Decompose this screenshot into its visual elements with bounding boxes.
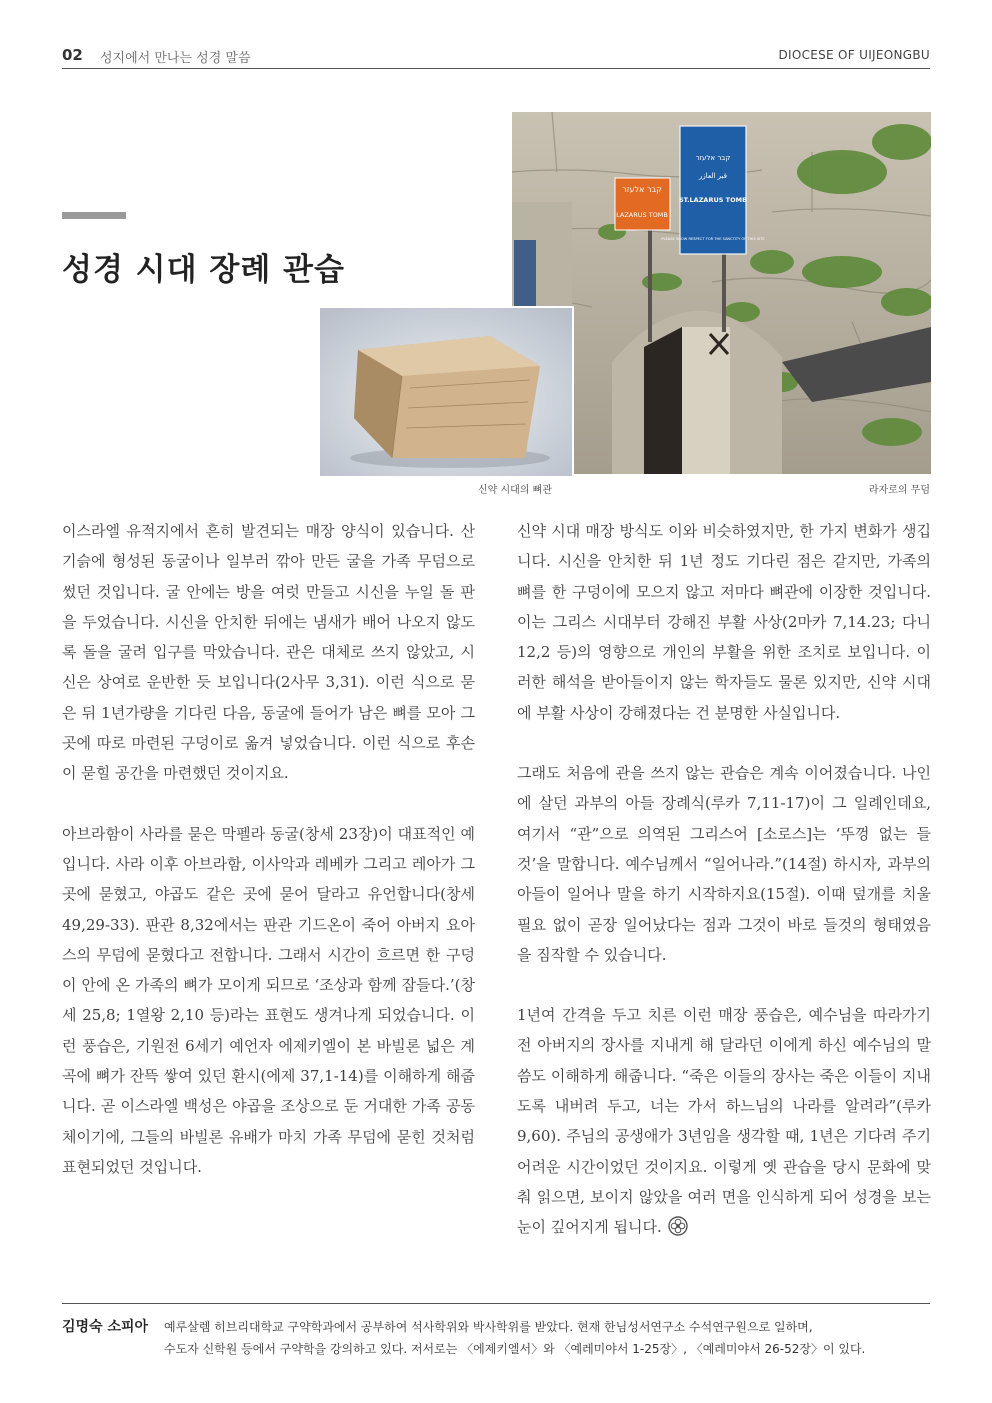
sign-notice: PLEASE SHOW RESPECT FOR THE SANCTITY OF THIS SITE xyxy=(661,237,765,241)
bio-line: 수도자 신학원 등에서 구약학을 강의하고 있다. 저서로는 〈에제키엘서〉와 〈예레미야서 1-25장〉, 〈예레미야서 26-52장〉이 있다. xyxy=(164,1342,866,1356)
paragraph: 그래도 처음에 관을 쓰지 않는 관습은 계속 이어졌습니다. 나인에 살던 과부의 아들 장례식(루카 7,11-17)이 그 일례인데요, 여기서 “관”으로 의역된 그리스어 [소로스]는 ‘뚜껑 없는 들것’을 말합니다. 예수님께서 “일어나라.”(14절) 하시자, 과부의 아들이 일어나 말을 하기 시작하지요(15절). 이때 덮개를 치울 필요 없이 곧장 일어났다는 점과 그것이 바로 들것의 형태였음을 짐작할 수 있습니다. xyxy=(517,764,931,964)
article-title: 성경 시대 장례 관습 xyxy=(62,252,345,288)
title-accent-bar xyxy=(62,212,126,219)
publisher-name: DIOCESE OF UIJEONGBU xyxy=(778,48,930,62)
footer-divider xyxy=(62,1303,930,1304)
bio-line: 예루살렘 히브리대학교 구약학과에서 공부하여 석사학위와 박사학위를 받았다. 현재 한님성서연구소 수석연구원으로 일하며, xyxy=(164,1320,813,1334)
page-header xyxy=(62,44,930,69)
small-sign-hebrew: קבר אלעזר xyxy=(622,185,662,194)
ossuary-caption: 신약 시대의 뼈관 xyxy=(478,485,552,496)
paragraph: 아브라함이 사라를 묻은 막펠라 동굴(창세 23장)이 대표적인 예입니다. 사라 이후 아브라함, 이사악과 레베카 그리고 레아가 그곳에 묻혔고, 야곱도 같은 곳에 묻어 달라고 유언합니다(창세 49,29-33). 판관 8,32에서는 판관 기드온이 죽어 아버지 요아스의 무덤에 묻혔다고 전합니다. 그래서 시간이 흐르면 한 구덩이 안에 온 가족의 뼈가 모이게 되므로 ‘조상과 함께 잠들다.’(창세 25,8; 1열왕 2,10 등)라는 표현도 생겨나게 되었습니다. 이런 풍습은, 기원전 6세기 예언자 에제키엘이 본 바빌론 넓은 계곡에 뼈가 잔뜩 쌓여 있던 환시(에제 37,1-14)를 이해하게 해줍니다. 곧 이스라엘 백성은 야곱을 조상으로 둔 거대한 가족 공동체이기에, 그들의 바빌론 유배가 마치 가족 무덤에 묻힌 것처럼 표현되었던 것입니다. xyxy=(62,824,475,1176)
tomb-caption: 라자로의 무덤 xyxy=(868,485,930,496)
section-title: 성지에서 만나는 성경 말씀 xyxy=(100,51,251,66)
author-name: 김명숙 소피아 xyxy=(62,1319,149,1335)
sign-arabic: قبر العازر xyxy=(699,172,727,180)
ossuary-photo xyxy=(318,306,574,478)
body-column-left xyxy=(62,516,475,1212)
paragraph-last xyxy=(517,1000,931,1246)
rosette-end-icon xyxy=(668,1216,688,1246)
small-sign-english: LAZARUS TOMB xyxy=(616,211,668,219)
page-number: 02 xyxy=(62,46,83,64)
body-column-right xyxy=(517,516,931,1277)
paragraph: 신약 시대 매장 방식도 이와 비슷하였지만, 한 가지 변화가 생깁니다. 시신을 안치한 뒤 1년 정도 기다린 점은 같지만, 가족의 뼈를 한 구덩이에 모으지 않고 저마다 뼈관에 이장한 것입니다. 이는 그리스 시대부터 강해진 부활 사상(2마카 7,14.23; 다니 12,2 등)의 영향으로 개인의 부활을 위한 조치로 보입니다. 이러한 해석을 받아들이지 않는 학자들도 물론 있지만, 신약 시대에 부활 사상이 강해졌다는 건 분명한 사실입니다. xyxy=(517,522,931,722)
sign-english: ST.LAZARUS TOMB xyxy=(678,196,748,204)
author-bio xyxy=(164,1316,932,1360)
paragraph: 이스라엘 유적지에서 흔히 발견되는 매장 양식이 있습니다. 산기슭에 형성된 동굴이나 일부러 깎아 만든 굴을 가족 무덤으로 썼던 것입니다. 굴 안에는 방을 여럿 만들고 시신을 누일 돌 판을 두었습니다. 시신을 안치한 뒤에는 냄새가 배어 나오지 않도록 돌을 굴려 입구를 막았습니다. 관은 대체로 쓰지 않았고, 시신은 상여로 운반한 듯 보입니다(2사무 3,31). 이런 식으로 묻은 뒤 1년가량을 기다린 다음, 동굴에 들어가 남은 뼈를 모아 그곳에 따로 마련된 구덩이로 옮겨 넣었습니다. 이런 식으로 후손이 묻힐 공간을 마련했던 것이지요. xyxy=(62,522,475,783)
paragraph-text: 1년여 간격을 두고 치른 이런 매장 풍습은, 예수님을 따라가기 전 아버지의 장사를 지내게 해 달라던 이에게 하신 예수님의 말씀도 이해하게 해줍니다. “죽은 이들의 장사는 죽은 이들이 지내도록 내버려 두고, 너는 가서 하느님의 나라를 알려라”(루카 9,60). 주님의 공생애가 3년임을 생각할 때, 1년은 기다려 주기 어려운 시간이었던 것이지요. 이렇게 옛 관습을 당시 문화에 맞춰 읽으면, 보이지 않았을 여러 면을 인식하게 되어 성경을 보는 눈이 깊어지게 됩니다. xyxy=(517,1006,931,1237)
lazarus-tomb-photo xyxy=(512,112,931,474)
sign-hebrew: קבר אלעזר xyxy=(695,154,731,162)
